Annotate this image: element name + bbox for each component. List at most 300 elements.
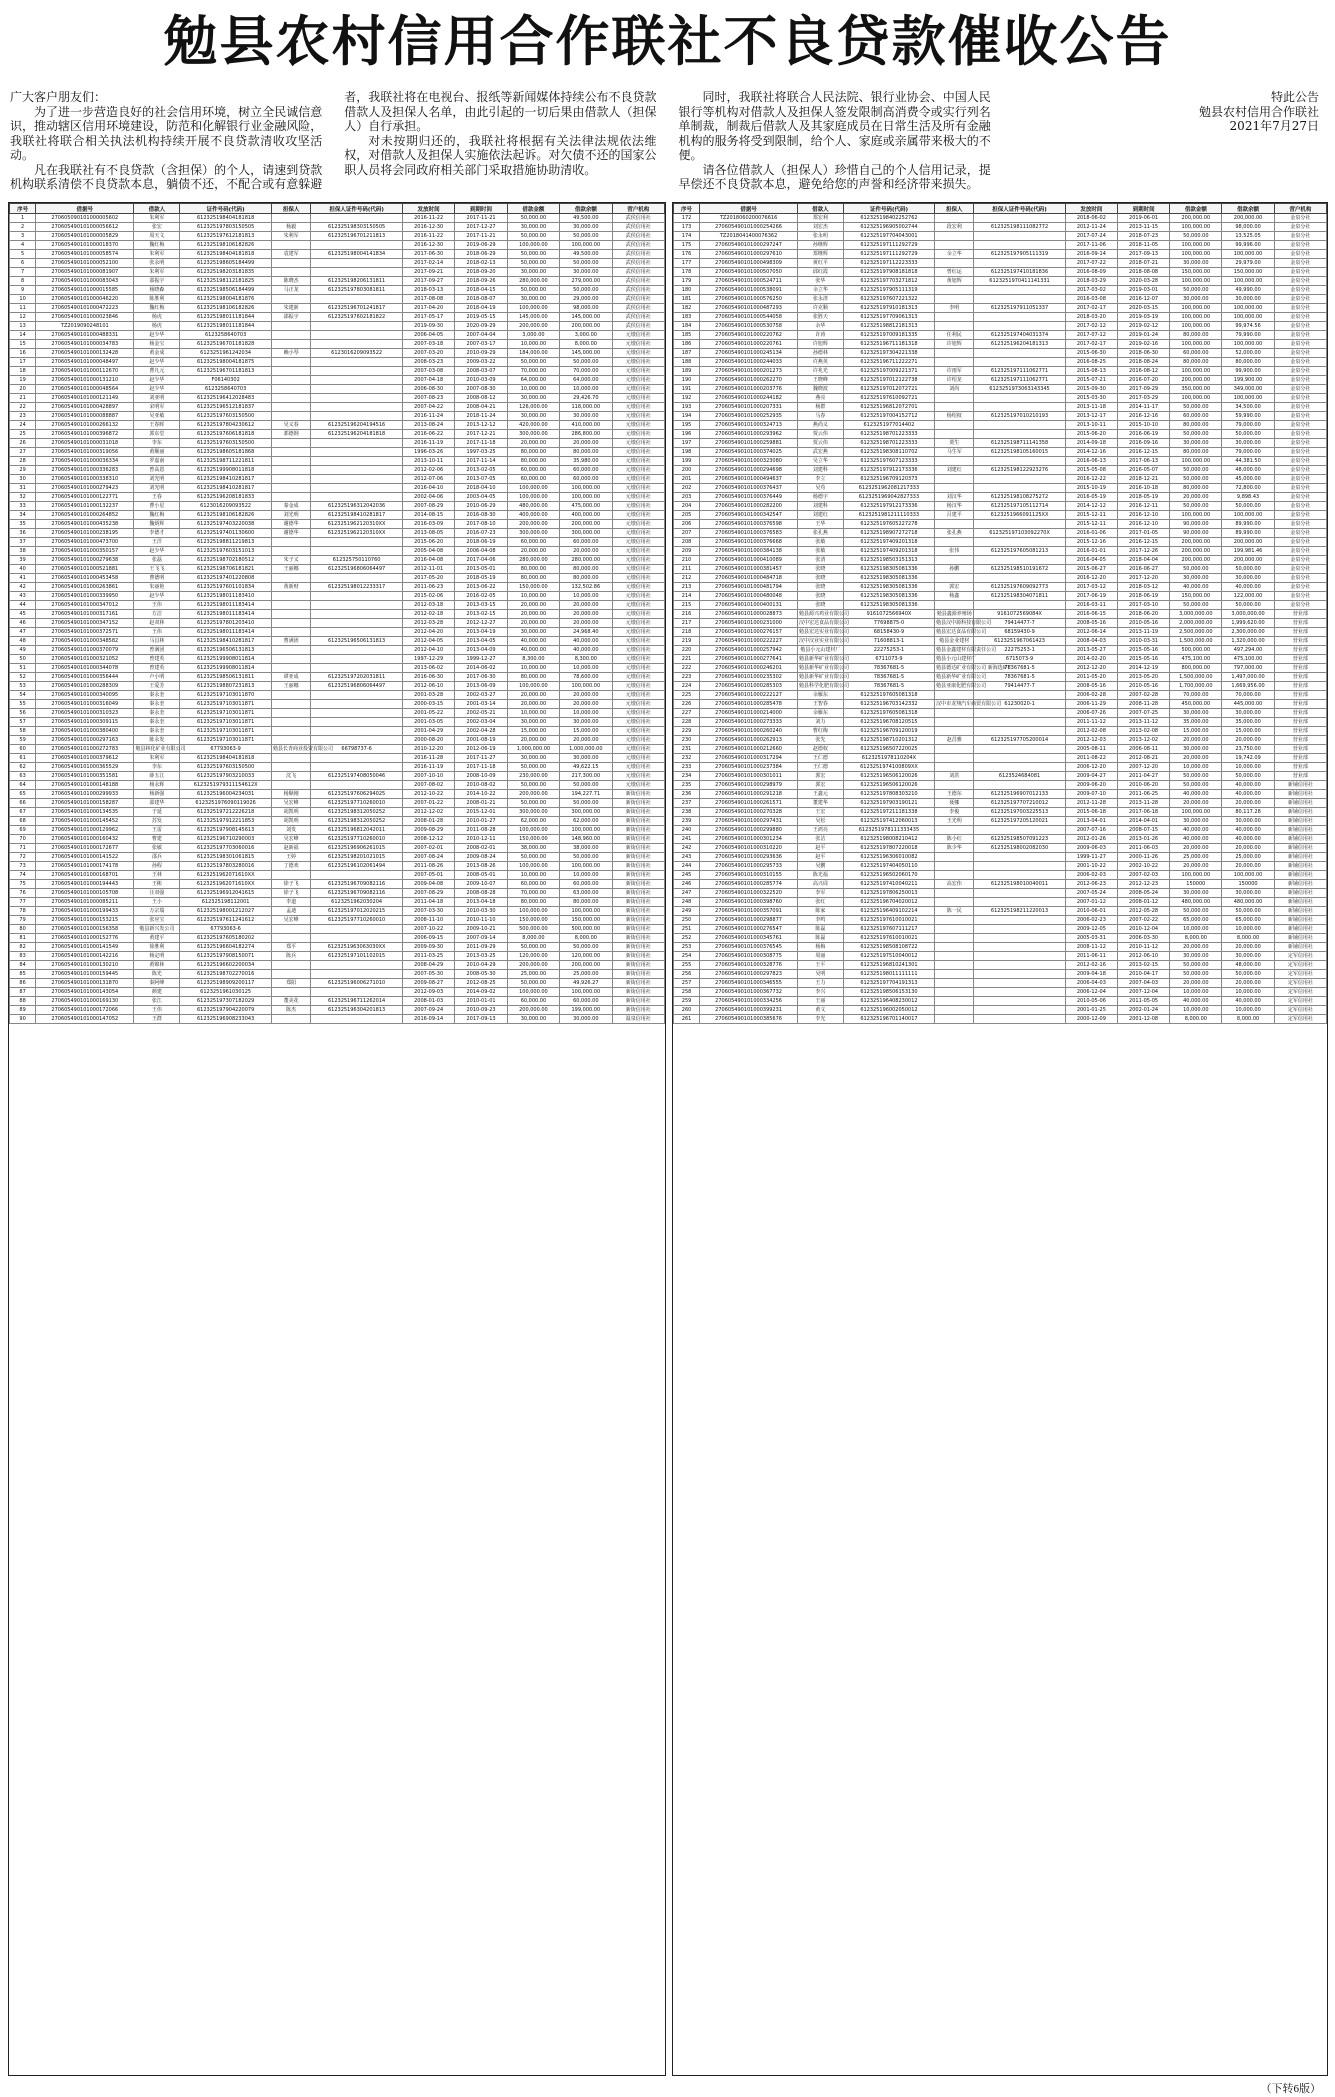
table-cell: 100,000.00	[560, 988, 612, 997]
table-cell: 6123251966091125XX	[974, 511, 1065, 520]
table-cell: 2007-12-20	[1117, 763, 1169, 772]
table-cell	[974, 853, 1065, 862]
table-cell: 马昌林	[134, 637, 180, 646]
table-cell: 612325197903210033	[180, 772, 272, 781]
table-cell: 杨新强	[134, 790, 180, 799]
table-cell	[935, 574, 974, 583]
table-cell: 高宏伟	[935, 880, 974, 889]
table-cell: 20,000.00	[1222, 799, 1274, 808]
table-cell: 勉县宏达实业有限公司	[799, 629, 850, 635]
column-header: 借款金额	[1170, 204, 1222, 214]
table-cell: 金泉分社	[1274, 394, 1326, 403]
table-cell: 612325198004141834	[311, 250, 403, 259]
table-row	[674, 889, 1327, 898]
table-cell: 174	[674, 232, 700, 241]
table-cell: 武侯信用社	[612, 313, 664, 322]
table-cell: 29,426.70	[560, 394, 612, 403]
table-cell: 50,000.00	[560, 853, 612, 862]
table-cell: 90,000.00	[1170, 520, 1222, 529]
table-cell: 郭德钢	[271, 430, 310, 439]
table-cell: 196	[674, 430, 700, 439]
table-cell: 270605490101000380400	[36, 727, 134, 736]
table-cell: 2007-09-14	[455, 934, 507, 943]
table-cell: 30,000.00	[560, 754, 612, 763]
table-cell: 元墩信用社	[612, 556, 664, 565]
table-cell: 2017-06-13	[1117, 457, 1169, 466]
table-cell: 9,898.43	[1222, 493, 1274, 502]
table-cell: 87	[10, 988, 36, 997]
table-cell: 2014-08-15	[402, 511, 454, 520]
table-cell	[935, 826, 974, 835]
table-cell: 孙继辉	[798, 241, 844, 250]
table-cell: 2017-03-10	[1117, 601, 1169, 610]
table-cell: 20,000.00	[1170, 943, 1222, 952]
table-cell: 30	[10, 475, 36, 484]
table-cell: TZ2018060200076616	[700, 214, 798, 223]
table-cell: 77698875-0	[843, 619, 934, 628]
table-cell: 2012-06-10	[402, 682, 454, 691]
table-cell: 2012-04-05	[402, 637, 454, 646]
column-header: 序号	[674, 204, 700, 214]
table-cell: 145,000.00	[560, 313, 612, 322]
table-cell: 2013-11-28	[1117, 799, 1169, 808]
table-cell: 李鸣	[798, 916, 844, 925]
table-cell: 2010-12-20	[402, 745, 454, 754]
table-cell: 183	[674, 313, 700, 322]
table-cell: 张敏	[798, 538, 844, 547]
table-row	[674, 736, 1327, 745]
table-cell: 2007-08-24	[402, 853, 454, 862]
table-cell: 2016-11-19	[402, 439, 454, 448]
table-cell: 26	[10, 439, 36, 448]
table-cell: 270605490101000081907	[36, 268, 134, 277]
table-cell: 金泉分社	[1274, 466, 1326, 475]
table-cell	[935, 853, 974, 862]
table-cell	[935, 718, 974, 727]
table-cell: 2013-11-12	[1117, 718, 1169, 727]
table-cell: 2006-02-03	[1065, 871, 1117, 880]
table-cell: 70,000.00	[507, 367, 559, 376]
table-row	[10, 592, 665, 601]
table-cell: 24	[10, 421, 36, 430]
announcement-intro	[10, 90, 1325, 198]
table-cell: 2007-02-28	[1117, 691, 1169, 700]
table-cell: 新铺信用社	[1274, 943, 1326, 952]
table-cell: 2013-02-15	[455, 610, 507, 619]
table-cell: 2016-08-25	[1065, 358, 1117, 367]
table-cell: 新街信用社	[612, 790, 664, 799]
table-cell: 270605490101000310220	[700, 844, 798, 853]
table-cell: 89	[10, 1006, 36, 1015]
table-cell	[974, 1015, 1065, 1024]
table-cell: 612325196507220025	[843, 745, 934, 754]
table-cell: 612325196604182274	[180, 943, 272, 952]
loan-table-right-panel	[672, 202, 1328, 2076]
table-cell	[974, 934, 1065, 943]
table-cell: 2008-01-12	[1117, 898, 1169, 907]
table-cell: 270605490101000156358	[36, 925, 134, 934]
table-cell: 612325198312050252	[311, 808, 403, 817]
table-cell: 6123251978110204X	[843, 754, 934, 763]
table-cell: 480,000.00	[1222, 898, 1274, 907]
table-cell: 2003-04-05	[455, 493, 507, 502]
table-cell: 612325198305081336	[843, 601, 934, 610]
table-cell: 80,000.00	[507, 574, 559, 583]
table-cell: 王宏	[798, 808, 844, 817]
table-cell: 2017-05-17	[402, 313, 454, 322]
table-cell: 陈永发	[134, 736, 180, 745]
table-cell: 2013-06-09	[455, 682, 507, 691]
table-cell: 220	[674, 646, 700, 655]
table-cell: 王智春	[798, 700, 844, 709]
table-cell: 612325198011181844	[180, 322, 272, 331]
table-row	[674, 655, 1327, 664]
table-cell	[935, 727, 974, 736]
table-cell: 2006-12-20	[1065, 763, 1117, 772]
table-cell: 612325197012072721	[843, 385, 934, 394]
table-row	[10, 637, 665, 646]
table-cell: 10,000.00	[507, 664, 559, 673]
table-cell: 64,000.00	[507, 376, 559, 385]
table-cell: 2010-03-31	[1117, 637, 1169, 646]
table-cell: 2001-10-22	[1065, 862, 1117, 871]
table-cell: 2013-10-11	[1065, 421, 1117, 430]
table-cell: 2006-11-29	[1065, 700, 1117, 709]
table-cell: 270605490101000301234	[700, 835, 798, 844]
table-cell: 150,000.00	[1222, 268, 1274, 277]
table-row	[674, 1015, 1327, 1024]
table-row	[674, 808, 1327, 817]
table-cell: 杨永辉	[134, 781, 180, 790]
table-cell: 勉县新华矿业有限公司	[799, 656, 850, 662]
table-cell: 234	[674, 772, 700, 781]
table-cell: 2016-04-08	[402, 556, 454, 565]
table-cell: 元墩信用社	[612, 394, 664, 403]
table-row	[10, 430, 665, 439]
table-cell: 2,300,000.00	[1222, 628, 1274, 637]
table-cell: 90	[10, 1015, 36, 1024]
table-cell: 270605490101000344078	[36, 664, 134, 673]
table-row	[10, 772, 665, 781]
table-row	[674, 358, 1327, 367]
table-cell: 49,926.27	[560, 979, 612, 988]
table-cell: 270605490101000376449	[700, 493, 798, 502]
table-cell: 270605490101000203776	[700, 385, 798, 394]
table-cell: 2015-05-16	[1117, 655, 1169, 664]
table-cell: 许燕英	[798, 358, 844, 367]
table-cell: 黄顺丽	[134, 448, 180, 457]
table-cell: 2006-12-04	[1065, 988, 1117, 997]
table-cell: 12	[10, 313, 36, 322]
table-cell: 612325198206131811	[311, 277, 403, 286]
table-cell: 元墩信用社	[612, 727, 664, 736]
table-cell: 勉县亚康化肥有限公司	[936, 683, 987, 689]
table-cell	[271, 574, 310, 583]
table-row	[674, 1006, 1327, 1015]
table-cell: 100,000.00	[560, 493, 612, 502]
table-cell: 2010-06-29	[455, 502, 507, 511]
table-cell	[935, 286, 974, 295]
table-cell: 2018-11-24	[455, 412, 507, 421]
table-cell: 48	[10, 637, 36, 646]
column-header: 担保人	[271, 204, 310, 214]
table-cell: 247	[674, 889, 700, 898]
table-cell: 2013-11-15	[1117, 223, 1169, 232]
table-cell: 2016-06-15	[1065, 610, 1117, 619]
table-cell: 612325196602200034	[180, 961, 272, 970]
table-cell: 2009-10-07	[455, 880, 507, 889]
table-cell: 2019-01-24	[1117, 331, 1169, 340]
table-cell: 270605490101000498309	[700, 259, 798, 268]
intro-date: 2021年7月27日	[1229, 119, 1319, 133]
table-cell: 612325198506131811	[180, 673, 272, 682]
table-cell: 杨毅	[271, 223, 310, 232]
table-cell: 营业部	[1274, 691, 1326, 700]
table-cell: 金泉分社	[1274, 475, 1326, 484]
table-cell: 252	[674, 934, 700, 943]
table-cell: 2006-03-30	[1117, 934, 1169, 943]
table-cell: 2000-03-15	[402, 700, 454, 709]
table-cell: 80,000.00	[1170, 358, 1222, 367]
table-cell	[935, 754, 974, 763]
table-cell: 59,990.00	[1222, 412, 1274, 421]
table-row	[10, 988, 665, 997]
table-cell: 270605490101000257942	[700, 646, 798, 655]
table-cell: 612325197912173336	[843, 466, 934, 475]
table-cell: 2008-11-12	[1065, 943, 1117, 952]
table-cell	[974, 727, 1065, 736]
table-row	[674, 556, 1327, 565]
table-cell: 吴义春	[271, 421, 310, 430]
table-cell	[311, 295, 403, 304]
table-cell	[311, 466, 403, 475]
table-cell: 208	[674, 538, 700, 547]
table-cell	[271, 457, 310, 466]
table-cell: 612325196701181813	[180, 367, 272, 376]
table-cell: 612325198702270016	[180, 970, 272, 979]
table-cell: 2013-05-27	[1065, 646, 1117, 655]
table-cell: 497,294.00	[1222, 646, 1274, 655]
table-cell: 2019-03-01	[1117, 286, 1169, 295]
table-cell: 612325197904220079	[180, 1006, 272, 1015]
table-row	[674, 349, 1327, 358]
table-cell: 2016-08-30	[455, 511, 507, 520]
table-row	[674, 502, 1327, 511]
table-cell: 50,000.00	[1222, 772, 1274, 781]
loan-table-left	[9, 203, 665, 1024]
table-cell: 王飞飞	[134, 565, 180, 574]
table-cell: 勉县金鑫建材有限责任公司	[936, 647, 997, 653]
table-row	[10, 232, 665, 241]
table-cell: 29	[10, 466, 36, 475]
table-cell: 612325197307182029	[180, 997, 272, 1006]
table-cell: 2008-01-03	[402, 997, 454, 1006]
table-cell	[935, 232, 974, 241]
table-cell: 270605490101000023846	[36, 313, 134, 322]
table-cell	[935, 349, 974, 358]
table-row	[10, 277, 665, 286]
table-cell: 8,000.00	[1222, 1015, 1274, 1024]
table-row	[674, 754, 1327, 763]
table-cell: 100,000.00	[1222, 277, 1274, 286]
table-cell: 2018-03-13	[402, 286, 454, 295]
table-cell: 7	[10, 268, 36, 277]
table-row	[10, 574, 665, 583]
table-cell: 612325198011183414	[180, 610, 272, 619]
table-row	[674, 322, 1327, 331]
table-row	[10, 322, 665, 331]
column-header: 借据号	[700, 204, 798, 214]
table-cell: 2007-03-18	[402, 340, 454, 349]
table-cell: 丁德欢	[271, 862, 310, 871]
table-cell: 金泉分社	[1274, 556, 1326, 565]
table-cell: 2010-01-27	[455, 817, 507, 826]
table-row	[10, 394, 665, 403]
table-cell: 2012-02-06	[402, 466, 454, 475]
table-cell: 2007-09-24	[402, 1006, 454, 1015]
table-row	[10, 520, 665, 529]
table-cell: 2019-03-19	[1117, 313, 1169, 322]
table-cell: 2020-03-15	[1117, 304, 1169, 313]
table-cell: 79,000.00	[1222, 448, 1274, 457]
table-cell: 15,000.00	[560, 727, 612, 736]
table-cell: 2018-05-19	[455, 574, 507, 583]
table-cell: 元墩信用社	[612, 547, 664, 556]
table-cell: 营业部	[1274, 628, 1326, 637]
table-row	[674, 943, 1327, 952]
table-cell: 612325197103011871	[180, 736, 272, 745]
table-cell: 陈一民	[935, 907, 974, 916]
table-cell: 王伟	[134, 601, 180, 610]
table-cell: 270605490101000342547	[700, 511, 798, 520]
table-cell: 2008-02-01	[455, 844, 507, 853]
table-cell: 612325197903190121	[843, 799, 934, 808]
table-cell: 612325198305081336	[843, 592, 934, 601]
table-cell: 吴苟	[798, 484, 844, 493]
table-cell: 50,000.00	[507, 358, 559, 367]
table-cell: 2006-02-23	[1065, 916, 1117, 925]
table-cell: 李俊	[935, 808, 974, 817]
table-cell	[271, 403, 310, 412]
table-cell: 261	[674, 1015, 700, 1024]
table-cell: 40,000.00	[560, 637, 612, 646]
table-row	[674, 484, 1327, 493]
table-cell: 6123016209093522	[180, 502, 272, 511]
table-cell: 40,000.00	[507, 646, 559, 655]
table-cell: 270605490101000473700	[36, 538, 134, 547]
table-cell: 勉县新兴发公司	[134, 925, 180, 934]
table-cell: 2015-08-13	[1065, 367, 1117, 376]
table-cell: 王仁德	[798, 763, 844, 772]
table-cell: 汉中宏达食品有限公司	[799, 620, 850, 626]
table-cell: 270605490101000365529	[36, 763, 134, 772]
table-cell: 元墩信用社	[612, 628, 664, 637]
table-cell: 612325198508108722	[843, 943, 934, 952]
table-cell: 1,669,956.00	[1222, 682, 1274, 691]
table-cell: 元墩信用社	[612, 619, 664, 628]
column-header: 担保人证件号码(代码)	[974, 204, 1065, 214]
table-cell: 2017-06-19	[1065, 592, 1117, 601]
table-cell	[311, 448, 403, 457]
table-cell: 270605490101000172677	[36, 844, 134, 853]
table-cell: 10,000.00	[1222, 1006, 1274, 1015]
table-cell: 2005-08-11	[1065, 745, 1117, 754]
table-cell: 215	[674, 601, 700, 610]
table-cell: 2008-05-01	[455, 871, 507, 880]
table-row	[10, 862, 665, 871]
table-cell: 元墩信用社	[612, 331, 664, 340]
table-cell: 79,990.00	[1222, 331, 1274, 340]
table-cell: 2013-05-01	[455, 565, 507, 574]
table-cell: 2005-03-31	[1065, 934, 1117, 943]
table-row	[10, 304, 665, 313]
table-row	[10, 997, 665, 1006]
table-cell: 270605490101000350157	[36, 547, 134, 556]
table-cell: 191	[674, 385, 700, 394]
table-row	[10, 853, 665, 862]
table-row	[10, 331, 665, 340]
table-cell: 杨梅	[798, 943, 844, 952]
table-cell: 刘建科	[798, 502, 844, 511]
table-cell: 2001-03-05	[402, 718, 454, 727]
table-cell: 2011-09-29	[455, 943, 507, 952]
table-cell: 2006-02-28	[1065, 691, 1117, 700]
table-cell: 270605490101000398760	[700, 898, 798, 907]
table-cell: 6123251963063030XX	[311, 943, 403, 952]
table-cell	[271, 376, 310, 385]
table-cell	[311, 385, 403, 394]
table-cell: 2012-04-20	[402, 628, 454, 637]
table-cell: 定军信用社	[1274, 1006, 1326, 1015]
table-cell: 48,000.00	[1222, 466, 1274, 475]
table-cell: 金泉分社	[1274, 268, 1326, 277]
table-cell: 10,000.00	[1170, 925, 1222, 934]
table-cell: 2017-02-17	[1065, 304, 1117, 313]
table-row	[674, 286, 1327, 295]
table-cell: 100,000.00	[507, 304, 559, 313]
column-header: 借据号	[36, 204, 134, 214]
table-cell: 612325199908011814	[180, 664, 272, 673]
table-cell: 张永明	[134, 259, 180, 268]
table-cell: 2017-11-21	[455, 214, 507, 223]
table-cell: 2017-03-02	[1065, 286, 1117, 295]
table-cell: 王德东	[935, 790, 974, 799]
table-cell: 270605090101000005602	[36, 214, 134, 223]
table-cell: 勉县长青商业投资有限公司	[272, 746, 333, 752]
table-cell: 聂娜	[935, 799, 974, 808]
table-cell: 2016-04-10	[402, 484, 454, 493]
table-cell: 46	[10, 619, 36, 628]
table-cell: 245	[674, 871, 700, 880]
table-cell: 50,000.00	[1222, 601, 1274, 610]
table-cell: 100,000.00	[507, 682, 559, 691]
table-cell: 80,000.00	[507, 457, 559, 466]
table-cell: 192	[674, 394, 700, 403]
table-cell: 元墩信用社	[612, 538, 664, 547]
table-cell: 武侯信用社	[612, 322, 664, 331]
table-cell	[974, 241, 1065, 250]
table-cell: 郭宏	[935, 583, 974, 592]
table-cell: 2016-07-20	[1117, 376, 1169, 385]
column-header: 借款人	[798, 204, 844, 214]
table-cell: 刘光明	[271, 511, 310, 520]
table-cell: 270605490101000379612	[36, 754, 134, 763]
table-cell: 100,000.00	[507, 484, 559, 493]
table-row	[10, 412, 665, 421]
table-cell: 杨晓森	[134, 286, 180, 295]
table-cell: 612325197710260010	[311, 916, 403, 925]
table-cell: 20,000.00	[1222, 979, 1274, 988]
